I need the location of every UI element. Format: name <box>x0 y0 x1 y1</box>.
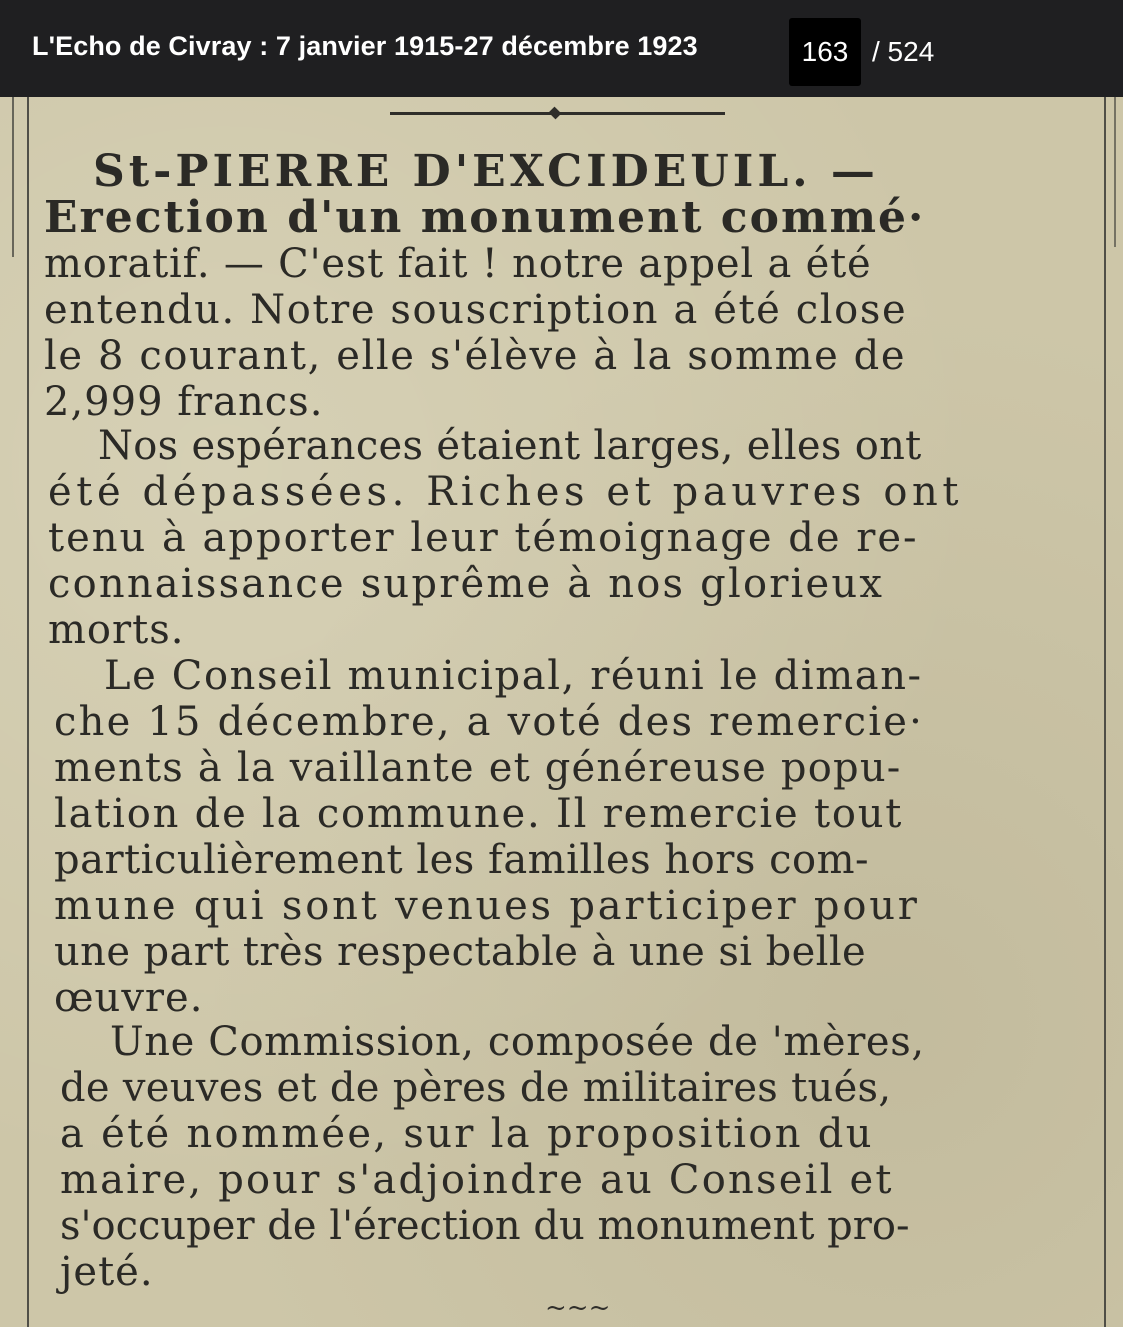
article-headline: St-PIERRE D'EXCIDEUIL. — <box>93 146 879 197</box>
article-line: che 15 décembre, a voté des remercie· <box>54 699 924 745</box>
column-rule <box>1114 97 1116 247</box>
document-title: L'Echo de Civray : 7 janvier 1915-27 décembre 1923 <box>32 31 698 61</box>
article-line: jeté. <box>60 1249 154 1295</box>
article-line: mune qui sont venues participer pour <box>54 883 920 929</box>
article-line: œuvre. <box>54 975 204 1021</box>
article-line: morts. <box>48 607 185 653</box>
article-line: 2,999 francs. <box>44 379 324 425</box>
article-line: a été nommée, sur la proposition du <box>60 1111 874 1157</box>
column-rule <box>1104 97 1106 1327</box>
page-number-input[interactable] <box>789 18 861 86</box>
article-line: connaissance suprême à nos glorieux <box>48 561 885 607</box>
article-line: Nos espérances étaient larges, elles ont <box>98 423 922 469</box>
total-pages: / 524 <box>872 36 935 67</box>
article-line: s'occuper de l'érection du monument pro- <box>60 1203 910 1249</box>
article-line: ments à la vaillante et généreuse popu- <box>54 745 902 791</box>
current-page-number: 163 <box>801 36 849 67</box>
column-rule <box>12 97 14 257</box>
column-rule <box>27 97 29 1327</box>
article-line: maire, pour s'adjoindre au Conseil et <box>60 1157 894 1203</box>
article-line: moratif. — C'est fait ! notre appel a été <box>44 241 872 287</box>
article-line: particulièrement les familles hors com- <box>54 837 870 883</box>
article-line: Une Commission, composée de 'mères, <box>110 1019 925 1065</box>
viewer-toolbar <box>0 0 1123 97</box>
article-line: de veuves et de pères de militaires tués, <box>60 1065 892 1111</box>
section-divider-ornament <box>549 107 562 120</box>
article-line: lation de la commune. Il remercie tout <box>54 791 904 837</box>
article-line: une part très respectable à une si belle <box>54 929 867 975</box>
article-line: Le Conseil municipal, réuni le diman- <box>104 653 923 699</box>
article-line: été dépassées. Riches et pauvres ont <box>48 469 964 515</box>
end-ornament: ~~~ <box>545 1293 611 1323</box>
article-line: tenu à apporter leur témoignage de re- <box>48 515 919 561</box>
article-line: entendu. Notre souscription a été close <box>44 287 908 333</box>
article-subheadline: Erection d'un monument commé· <box>44 192 926 243</box>
newspaper-scan <box>0 97 1123 1327</box>
article-line: le 8 courant, elle s'élève à la somme de <box>44 333 907 379</box>
